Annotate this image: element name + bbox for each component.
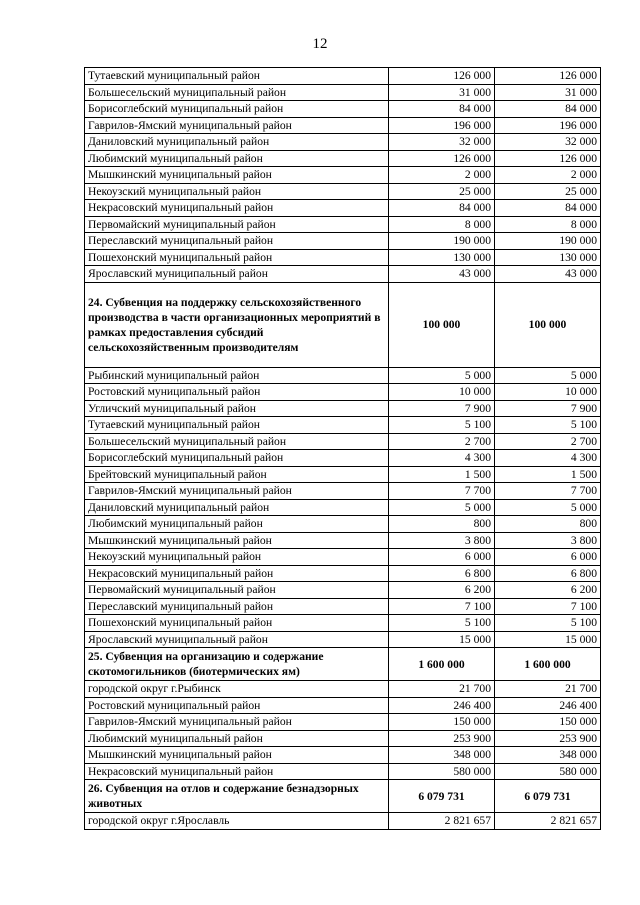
cell-value-planned: 190 000 [389,233,495,250]
cell-value-planned: 2 700 [389,433,495,450]
cell-district-name: Первомайский муниципальный район [85,216,389,233]
cell-value-planned: 1 600 000 [389,648,495,681]
cell-district-name: Большесельский муниципальный район [85,84,389,101]
table-row [85,183,601,200]
section-heading-row [85,648,601,681]
cell-district-name: Мышкинский муниципальный район [85,747,389,764]
cell-district-name: Любимский муниципальный район [85,516,389,533]
table-row [85,813,601,830]
cell-district-name: Ярославский муниципальный район [85,631,389,648]
cell-value-approved: 7 900 [495,400,601,417]
table-row [85,167,601,184]
table-row [85,266,601,283]
cell-value-approved: 1 500 [495,466,601,483]
cell-district-name: Некрасовский муниципальный район [85,200,389,217]
cell-value-approved: 126 000 [495,150,601,167]
budget-table [84,67,601,830]
cell-district-name: Угличский муниципальный район [85,400,389,417]
cell-district-name: Ярославский муниципальный район [85,266,389,283]
table-row [85,763,601,780]
table-row [85,615,601,632]
cell-value-planned: 32 000 [389,134,495,151]
cell-value-approved: 6 200 [495,582,601,599]
table-row [85,516,601,533]
table-row [85,101,601,118]
table-row [85,68,601,85]
cell-value-approved: 7 100 [495,598,601,615]
cell-value-planned: 6 079 731 [389,780,495,813]
cell-value-planned: 7 700 [389,483,495,500]
cell-value-approved: 1 600 000 [495,648,601,681]
cell-district-name: Тутаевский муниципальный район [85,68,389,85]
cell-district-name: Некоузский муниципальный район [85,183,389,200]
cell-district-name: 26. Субвенция на отлов и содержание безнадзорных животных [85,780,389,813]
cell-value-planned: 126 000 [389,150,495,167]
table-row [85,367,601,384]
section-heading-row [85,282,601,367]
cell-value-approved: 6 800 [495,565,601,582]
cell-value-planned: 4 300 [389,450,495,467]
table-row [85,417,601,434]
cell-district-name: Некоузский муниципальный район [85,549,389,566]
table-row [85,134,601,151]
table-row [85,433,601,450]
cell-district-name: Некрасовский муниципальный район [85,763,389,780]
cell-value-planned: 43 000 [389,266,495,283]
cell-value-approved: 84 000 [495,101,601,118]
cell-district-name: Тутаевский муниципальный район [85,417,389,434]
cell-value-planned: 8 000 [389,216,495,233]
cell-value-approved: 21 700 [495,681,601,698]
cell-value-planned: 21 700 [389,681,495,698]
cell-value-approved: 2 000 [495,167,601,184]
cell-district-name: Гаврилов-Ямский муниципальный район [85,483,389,500]
cell-value-planned: 84 000 [389,200,495,217]
table-row [85,598,601,615]
cell-value-approved: 32 000 [495,134,601,151]
cell-value-planned: 7 100 [389,598,495,615]
cell-value-approved: 348 000 [495,747,601,764]
cell-district-name: Борисоглебский муниципальный район [85,450,389,467]
cell-value-approved: 5 000 [495,367,601,384]
cell-value-approved: 196 000 [495,117,601,134]
cell-value-planned: 10 000 [389,384,495,401]
cell-value-planned: 253 900 [389,730,495,747]
table-row [85,200,601,217]
cell-district-name: Любимский муниципальный район [85,150,389,167]
cell-district-name: Любимский муниципальный район [85,730,389,747]
cell-value-approved: 253 900 [495,730,601,747]
cell-value-planned: 1 500 [389,466,495,483]
cell-value-planned: 100 000 [389,282,495,367]
cell-value-approved: 580 000 [495,763,601,780]
cell-value-planned: 5 000 [389,367,495,384]
cell-value-approved: 190 000 [495,233,601,250]
table-row [85,450,601,467]
cell-value-planned: 7 900 [389,400,495,417]
cell-district-name: городской округ г.Рыбинск [85,681,389,698]
cell-value-planned: 348 000 [389,747,495,764]
cell-value-approved: 8 000 [495,216,601,233]
cell-value-planned: 2 000 [389,167,495,184]
table-row [85,233,601,250]
cell-district-name: городской округ г.Ярославль [85,813,389,830]
cell-value-approved: 5 100 [495,417,601,434]
cell-value-approved: 150 000 [495,714,601,731]
cell-value-planned: 84 000 [389,101,495,118]
cell-value-planned: 6 200 [389,582,495,599]
cell-value-approved: 43 000 [495,266,601,283]
cell-value-planned: 5 100 [389,615,495,632]
cell-value-approved: 15 000 [495,631,601,648]
table-row [85,714,601,731]
cell-value-planned: 800 [389,516,495,533]
cell-district-name: Брейтовский муниципальный район [85,466,389,483]
table-row [85,582,601,599]
cell-value-approved: 5 100 [495,615,601,632]
table-row [85,565,601,582]
cell-value-planned: 2 821 657 [389,813,495,830]
cell-district-name: Первомайский муниципальный район [85,582,389,599]
cell-value-planned: 580 000 [389,763,495,780]
cell-district-name: Мышкинский муниципальный район [85,532,389,549]
cell-value-planned: 6 800 [389,565,495,582]
cell-district-name: Рыбинский муниципальный район [85,367,389,384]
table-row [85,150,601,167]
section-heading-row [85,780,601,813]
cell-district-name: Гаврилов-Ямский муниципальный район [85,714,389,731]
cell-district-name: 25. Субвенция на организацию и содержание скотомогильников (биотермических ям) [85,648,389,681]
cell-district-name: Ростовский муниципальный район [85,697,389,714]
cell-value-approved: 6 000 [495,549,601,566]
table-row [85,499,601,516]
cell-value-approved: 130 000 [495,249,601,266]
cell-value-approved: 126 000 [495,68,601,85]
table-row [85,400,601,417]
cell-value-approved: 100 000 [495,282,601,367]
cell-district-name: Ростовский муниципальный район [85,384,389,401]
cell-value-approved: 84 000 [495,200,601,217]
table-row [85,117,601,134]
cell-district-name: Даниловский муниципальный район [85,134,389,151]
cell-value-approved: 800 [495,516,601,533]
cell-value-approved: 5 000 [495,499,601,516]
cell-value-approved: 31 000 [495,84,601,101]
cell-value-approved: 2 821 657 [495,813,601,830]
table-row [85,532,601,549]
cell-value-planned: 31 000 [389,84,495,101]
cell-district-name: Даниловский муниципальный район [85,499,389,516]
cell-district-name: Пошехонский муниципальный район [85,615,389,632]
cell-value-planned: 25 000 [389,183,495,200]
table-row [85,697,601,714]
cell-district-name: Переславский муниципальный район [85,233,389,250]
cell-district-name: Большесельский муниципальный район [85,433,389,450]
table-row [85,549,601,566]
table-row [85,466,601,483]
table-row [85,747,601,764]
cell-district-name: Переславский муниципальный район [85,598,389,615]
cell-value-planned: 6 000 [389,549,495,566]
cell-value-approved: 4 300 [495,450,601,467]
cell-value-planned: 126 000 [389,68,495,85]
table-row [85,483,601,500]
cell-value-approved: 6 079 731 [495,780,601,813]
table-row [85,84,601,101]
cell-value-approved: 7 700 [495,483,601,500]
cell-value-planned: 3 800 [389,532,495,549]
cell-value-planned: 196 000 [389,117,495,134]
cell-value-planned: 246 400 [389,697,495,714]
cell-value-approved: 10 000 [495,384,601,401]
cell-district-name: Гаврилов-Ямский муниципальный район [85,117,389,134]
cell-value-planned: 130 000 [389,249,495,266]
cell-district-name: Борисоглебский муниципальный район [85,101,389,118]
cell-district-name: Пошехонский муниципальный район [85,249,389,266]
table-row [85,681,601,698]
table-row [85,384,601,401]
cell-value-planned: 150 000 [389,714,495,731]
cell-value-approved: 3 800 [495,532,601,549]
table-row [85,631,601,648]
table-row [85,249,601,266]
cell-value-approved: 2 700 [495,433,601,450]
cell-value-approved: 246 400 [495,697,601,714]
table-row [85,730,601,747]
cell-district-name: Мышкинский муниципальный район [85,167,389,184]
cell-value-planned: 5 100 [389,417,495,434]
page-number: 12 [312,36,328,52]
table-row [85,216,601,233]
cell-value-planned: 15 000 [389,631,495,648]
cell-value-approved: 25 000 [495,183,601,200]
cell-district-name: Некрасовский муниципальный район [85,565,389,582]
cell-district-name: 24. Субвенция на поддержку сельскохозяйственного производства в части организационных мероприятий в рамках предоставления субсидий сельскохозяйственным производителям [85,282,389,367]
budget-table-body [85,68,601,830]
cell-value-planned: 5 000 [389,499,495,516]
